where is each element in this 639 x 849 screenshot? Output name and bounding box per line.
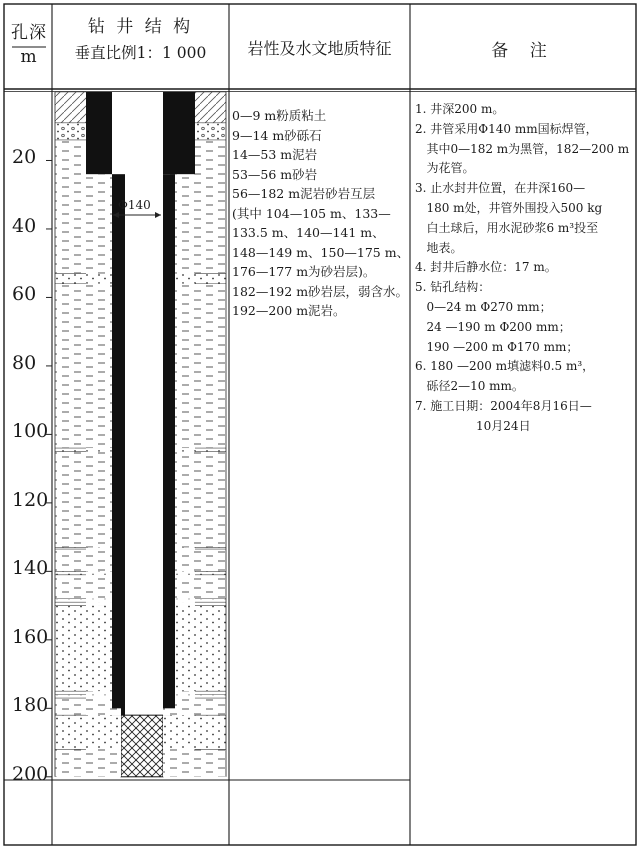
grout-right — [163, 92, 195, 174]
depth-label: 160 — [12, 625, 49, 648]
stratum-sandstone — [55, 273, 86, 283]
remark-line: 3. 止水封井位置，在井深160— — [415, 181, 586, 196]
structure-header-scale: 垂直比例1：1 000 — [74, 44, 207, 62]
strata-column-right — [195, 92, 226, 777]
lithology-header: 岩性及水文地质特征 — [247, 39, 392, 58]
stratum-gravel — [55, 123, 86, 140]
stratum-mudstone — [55, 749, 86, 776]
lithology-line: 9—14 m砂砾石 — [232, 127, 322, 143]
depth-label: 120 — [12, 488, 49, 511]
remark-line: 地表。 — [415, 240, 463, 255]
grout-left — [86, 92, 112, 174]
stratum-mudstone — [55, 575, 86, 599]
stratum-mudstone — [195, 140, 226, 274]
stratum-sandstone — [195, 571, 226, 574]
depth-ticks — [46, 160, 52, 776]
stratum-sandstone — [195, 695, 226, 698]
lithology-line: (其中 104—105 m、133— — [232, 205, 391, 221]
lithology-line: 56—182 m泥岩砂岩互层 — [232, 186, 376, 201]
stratum-mudstone — [55, 602, 86, 605]
remarks-list — [415, 100, 629, 437]
stratum-sandstone — [55, 606, 86, 692]
remark-line: 0—24 m Φ270 mm； — [415, 299, 552, 314]
casing-label: Φ140 — [118, 198, 151, 212]
depth-label: 200 — [12, 762, 49, 785]
stratum-sandstone — [55, 599, 86, 602]
remark-line: 2. 井管采用Φ140 mm国标焊管， — [415, 121, 598, 136]
stratum-mudstone — [195, 549, 226, 571]
stratum-mudstone — [55, 549, 86, 571]
stratum-mudstone — [195, 602, 226, 605]
lithology-line: 176—177 m为砂岩层)。 — [232, 264, 376, 279]
remarks-header: 备 注 — [491, 41, 555, 61]
remark-line: 180 m处，井管外围投入500 kg — [415, 200, 603, 215]
stratum-sandstone — [195, 715, 226, 749]
lithology-line: 148—149 m、150—175 m、 — [232, 244, 410, 260]
lithology-line: 192—200 m泥岩。 — [232, 303, 346, 318]
remark-line: 白土球后，用水泥砂浆6 m³投至 — [415, 220, 599, 235]
stratum-mudstone — [195, 575, 226, 599]
remark-line: 为花管。 — [415, 161, 475, 176]
remark-line: 7. 施工日期：2004年8月16日— — [415, 398, 592, 413]
stratum-sandstone — [195, 448, 226, 451]
stratum-mudstone — [55, 691, 86, 694]
stratum-sandstone — [195, 606, 226, 692]
depth-header-label: 孔深 — [11, 23, 47, 43]
stratum-mudstone — [55, 452, 86, 548]
stratum-sandstone — [195, 599, 226, 602]
remark-line: 6. 180 —200 m填滤料0.5 m³， — [415, 359, 595, 374]
stratum-silty-clay — [195, 92, 226, 123]
stratum-mudstone — [55, 140, 86, 274]
remark-line: 4. 封井后静水位：17 m。 — [415, 260, 557, 275]
structure-header — [52, 14, 229, 66]
remark-line: 24 —190 m Φ200 mm； — [415, 319, 571, 334]
stratum-mudstone — [55, 284, 86, 448]
stratum-mudstone — [195, 698, 226, 715]
pipe-wall-left — [112, 174, 125, 715]
stratum-sandstone — [55, 448, 86, 451]
lithology-line: 133.5 m、140—141 m、 — [232, 225, 385, 240]
depth-label: 40 — [12, 214, 37, 237]
pipe-wall-right — [163, 174, 175, 715]
stratum-mudstone — [55, 698, 86, 715]
stratum-mudstone — [195, 452, 226, 548]
depth-header-unit: m — [20, 47, 38, 67]
stratum-sandstone — [55, 571, 86, 574]
depth-label: 20 — [12, 146, 37, 169]
remark-line: 5. 钻孔结构： — [415, 280, 491, 295]
lithology-line: 182—192 m砂岩层，弱含水。 — [232, 283, 409, 299]
depth-header — [6, 18, 52, 67]
remark-line: 1. 井深200 m。 — [415, 102, 505, 116]
depth-label: 80 — [12, 351, 37, 374]
depth-label: 60 — [12, 283, 37, 306]
lithology-line: 14—53 m泥岩 — [232, 147, 318, 162]
stratum-gravel — [195, 123, 226, 140]
depth-label: 100 — [12, 420, 49, 443]
remark-line: 190 —200 m Φ170 mm； — [415, 339, 579, 354]
strata-column-left — [55, 92, 86, 777]
stratum-silty-clay — [55, 92, 86, 123]
stratum-sandstone — [55, 715, 86, 749]
stratum-mudstone — [195, 284, 226, 448]
structure-header-title: 钻 井 结 构 — [87, 17, 194, 37]
lithology-line: 53—56 m砂岩 — [232, 166, 318, 182]
lithology-description — [232, 106, 409, 321]
stratum-mudstone — [195, 691, 226, 694]
stratum-sandstone — [55, 695, 86, 698]
stratum-sandstone — [195, 273, 226, 283]
depth-label: 140 — [12, 557, 49, 580]
filter-pack — [121, 715, 163, 777]
remark-line: 其中0—182 m为黑管，182—200 m — [415, 141, 630, 156]
depth-label: 180 — [12, 694, 49, 717]
remark-line: 10月24日 — [415, 418, 531, 433]
lithology-line: 0—9 m粉质粘土 — [232, 108, 327, 123]
stratum-mudstone — [195, 749, 226, 776]
remark-line: 砾径2—10 mm。 — [415, 379, 524, 394]
